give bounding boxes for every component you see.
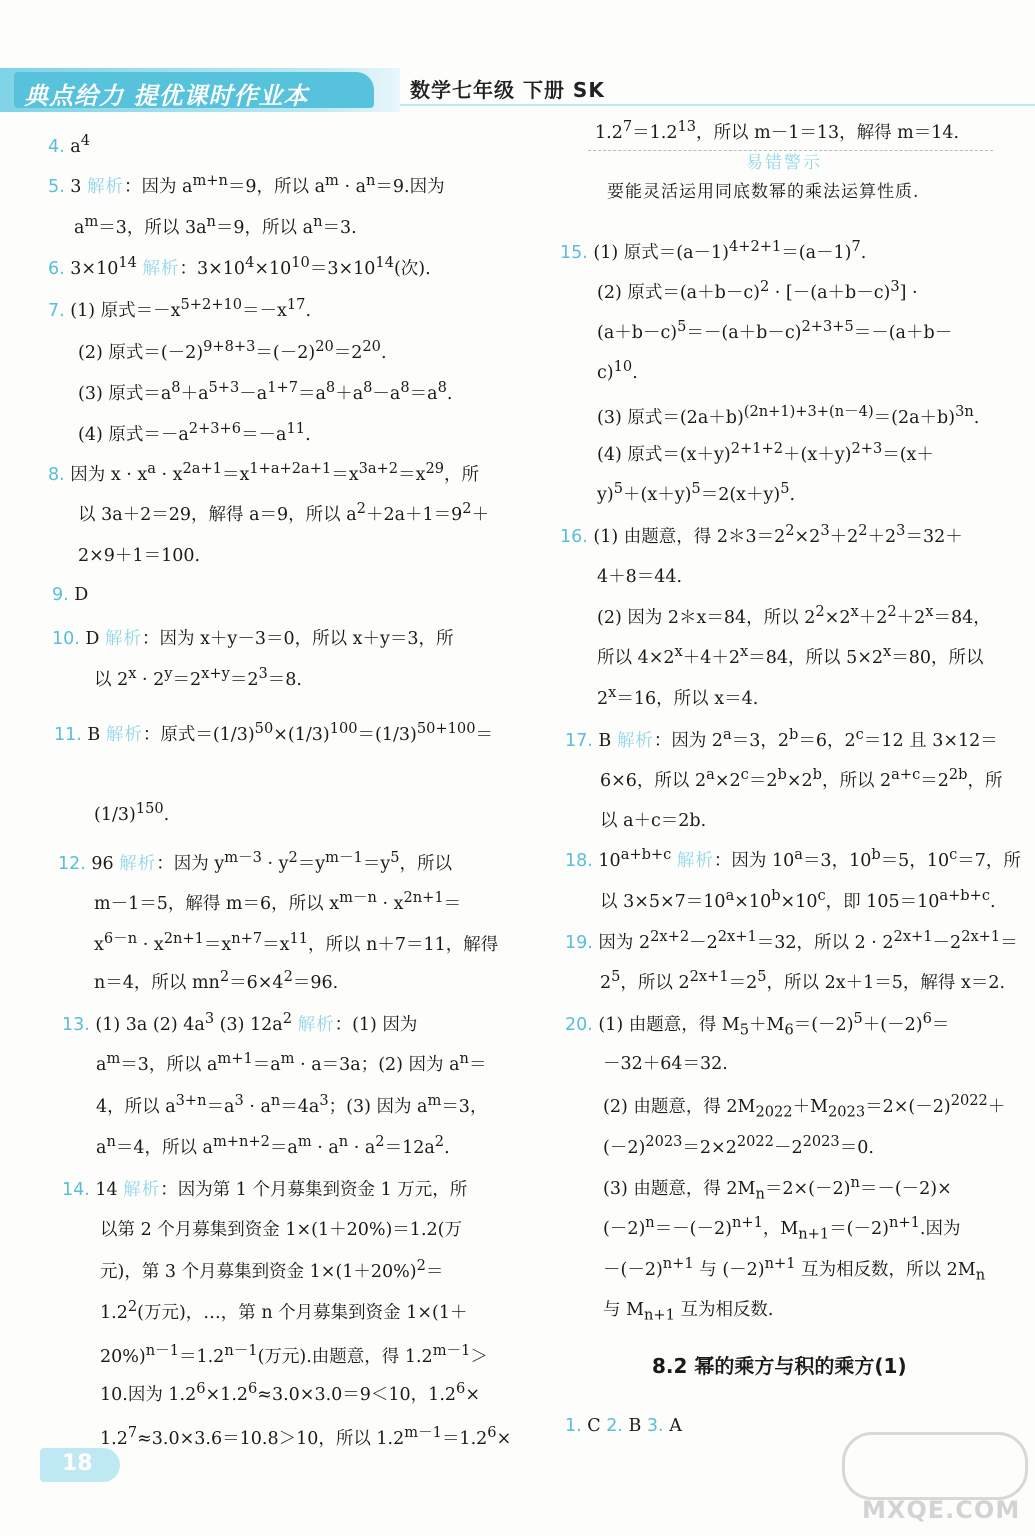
answer-left-line: $(1/3)^{150}$. — [94, 800, 170, 825]
answer-right-line: 4＋8＝44. — [597, 567, 683, 587]
answer-right-line: 所以 $4\times 2^x+4+2^x=84$，所以 $5\times 2^x=80$，所以 — [597, 643, 984, 668]
answer-left-line: 以 3a＋2＝29，解得 a＝9，所以 $a^2+2a+1=9^2+$ — [78, 500, 490, 525]
answer-right-line: 以 a＋c＝2b. — [600, 811, 707, 831]
answer-left-line: 元)，第 3 个月募集到资金 $1\times(1+20\%)^2=$ — [100, 1257, 444, 1282]
answer-left-line: $1.2^2$(万元)，…，第 n 个月募集到资金 1×(1＋ — [100, 1298, 468, 1323]
answer-left-line: 2×9＋1＝100. — [78, 546, 201, 566]
answer-right-line: 19. 因为 $2^{2x+2}-2^{2x+1}=32$，所以 $2 \cdot 2^{2x+1}-2^{2x+1}=$ — [565, 928, 1018, 953]
book-title: 典点给力 提优课时作业本 — [24, 82, 309, 110]
answer-right-line: $2^5$，所以 $2^{2x+1}=2^5$，所以 2x＋1＝5，解得 x＝2. — [600, 968, 1006, 993]
answer-right-line: 6×6，所以 $2^a\times 2^c=2^b\times 2^b$，所以 $2^{a+c}=2^{2b}$，所 — [600, 766, 1003, 791]
answer-left-line: 10.因为 $1.2^6\times 1.2^6\approx 3.0\times 3.0=9<10$，$1.2^6\times$ — [100, 1380, 480, 1405]
answer-left-line: 10. D 解析：因为 x＋y－3＝0，所以 x＋y＝3，所 — [52, 629, 454, 649]
answer-right-line: 16. (1) 由题意，得 $2*3=2^2\times 2^3+2^2+2^3=32+$ — [560, 522, 963, 547]
answer-right-line: $-(-2)^{n+1}$ 与 $(-2)^{n+1}$ 互为相反数，所以 $2M_n$ — [603, 1255, 986, 1284]
watermark-url: MXQE.COM — [862, 1496, 1021, 1524]
answer-right-line: 15. (1) 原式$=(a-1)^{4+2+1}=(a-1)^7$. — [560, 238, 867, 263]
answer-left-line: 7. (1) 原式$=-x^{5+2+10}=-x^{17}$. — [48, 296, 312, 321]
answer-right-line: $2^x=16$，所以 x＝4. — [597, 684, 759, 709]
answer-left-line: 以 $2^x \cdot 2^y=2^{x+y}=2^3=8$. — [94, 665, 302, 690]
answer-right-line: (2) 原式$=(a+b-c)^2 \cdot [-(a+b-c)^3]$ · — [597, 278, 918, 303]
answer-left-line: (2) 原式$=(-2)^{9+8+3}=(-2)^{20}=2^{20}$. — [78, 338, 387, 363]
answer-left-line: 8. 因为 $x \cdot x^a \cdot x^{2a+1}=x^{1+a+2a+1}=x^{3a+2}=x^{29}$，所 — [48, 460, 480, 485]
answer-left-line: 12. 96 解析：因为 $y^{m-3} \cdot y^2=y^{m-1}=y^5$，所以 — [58, 849, 452, 874]
answer-left-line: 11. B 解析：原式$=(1/3)^{50}\times(1/3)^{100}=(1/3)^{50+100}=$ — [54, 720, 493, 745]
book-subject: 数学七年级 下册 SK — [410, 78, 605, 102]
watermark-logo — [842, 1432, 1028, 1500]
answer-right-line: (2) 由题意，得 $2M_{2022}+M_{2023}=2\times(-2)^{2022}+$ — [603, 1092, 1006, 1121]
answer-left-line: $a^m=3$，所以 $a^{m+1}=a^m \cdot a=3a$；(2) 因为 $a^n=$ — [96, 1050, 487, 1075]
answer-left-line: m－1＝5，解得 m＝6，所以 $x^{m-n} \cdot x^{2n+1}=$ — [94, 889, 462, 914]
answer-right-line: (3) 原式$=(2a+b)^{(2n+1)+3+(n-4)}=(2a+b)^{3n}$. — [597, 403, 980, 428]
answer-left-line: 14. 14 解析：因为第 1 个月募集到资金 1 万元，所 — [62, 1180, 468, 1200]
answer-right-line: (3) 由题意，得 $2M_n=2\times(-2)^n=-(-2)\times$ — [603, 1174, 952, 1203]
answer-right-line: $(-2)^{2023}=2\times 2^{2022}-2^{2023}=0$. — [603, 1133, 874, 1158]
answer-left-line: 以第 2 个月募集到资金 1×(1＋20%)＝1.2(万 — [100, 1220, 462, 1240]
watermark — [842, 1432, 1022, 1527]
answer-left-line: $20\%)^{n-1}=1.2^{n-1}$(万元).由题意，得 $1.2^{m-1}>$ — [100, 1342, 488, 1367]
answer-left-line: 5. 3 解析：因为 $a^{m+n}=9$，所以 $a^m \cdot a^n=9$.因为 — [48, 172, 445, 197]
answer-left-line: 4，所以 $a^{3+n}=a^3 \cdot a^n=4a^3$；(3) 因为 $a^m=3$， — [96, 1092, 488, 1117]
answer-right-line: $1.2^7=1.2^{13}$，所以 m－1＝13，解得 m＝14. — [595, 118, 960, 143]
warning-text: 要能灵活运用同底数幂的乘法运算性质. — [607, 182, 920, 202]
header-divider — [400, 104, 1035, 106]
answer-right-line: 1. C 2. B 3. A — [565, 1416, 682, 1436]
answer-right-line: 17. B 解析：因为 $2^a=3$，$2^b=6$，$2^c=12$ 且 3×12＝ — [565, 726, 998, 751]
answer-right-line: 20. (1) 由题意，得 $M_5+M_6=(-2)^5+(-2)^6=$ — [565, 1010, 950, 1039]
answer-left-line: $a^n=4$，所以 $a^{m+n+2}=a^m \cdot a^n \cdot a^2=12a^2$. — [96, 1133, 450, 1158]
answer-left-line: $x^{6-n} \cdot x^{2n+1}=x^{n+7}=x^{11}$，所以 n＋7＝11，解得 — [94, 930, 499, 955]
answer-right-line: (4) 原式$=(x+y)^{2+1+2}+(x+y)^{2+3}=(x+$ — [597, 440, 934, 465]
answer-right-line: (2) 因为 2＊x＝84，所以 $2^2\times 2^x+2^2+2^x=84$， — [597, 603, 991, 628]
answer-right-line: 18. $10^{a+b+c}$ 解析：因为 $10^a=3$，$10^b=5$，$10^c=7$，所 — [565, 846, 1021, 871]
answer-left-line: 4. $a^4$ — [48, 132, 90, 157]
answer-right-line: $y)^5+(x+y)^5=2(x+y)^5$. — [597, 480, 796, 505]
answer-right-line: 与 $M_{n+1}$ 互为相反数. — [603, 1300, 774, 1324]
answer-left-line: 9. D — [52, 585, 89, 605]
answer-left-line: n＝4，所以 $mn^2=6\times 4^2=96$. — [94, 968, 339, 993]
answer-right-line: c)$^{10}$. — [597, 358, 638, 383]
answer-right-line: $(a+b-c)^5=-(a+b-c)^{2+3+5}=-(a+b-$ — [597, 318, 953, 343]
answer-left-line: $a^m=3$，所以 $3a^n=9$，所以 $a^n=3$. — [74, 213, 357, 238]
page-number: 18 — [62, 1451, 93, 1476]
answer-left-line: 13. (1) 3a (2) $4a^3$ (3) $12a^2$ 解析：(1) 因为 — [62, 1010, 418, 1035]
answer-right-line: 以 $3\times 5\times 7=10^a\times 10^b\times 10^c$，即 $105=10^{a+b+c}$. — [600, 887, 996, 912]
answer-left-line: (3) 原式$=a^8+a^{5+3}-a^{1+7}=a^8+a^8-a^8=a^8$. — [78, 379, 453, 404]
answer-right-line: －32＋64＝32. — [603, 1054, 728, 1074]
answer-right-line: $(-2)^n=-(-2)^{n+1}$，$M_{n+1}=(-2)^{n+1}$.因为 — [603, 1214, 961, 1243]
answer-left-line: $1.2^7\approx 3.0\times 3.6=10.8>10$，所以 $1.2^{m-1}=1.2^6\times$ — [100, 1424, 512, 1449]
section-title: 8.2 幂的乘方与积的乘方(1) — [652, 1354, 907, 1378]
warning-title: 易错警示 — [746, 153, 822, 173]
answer-left-line: 6. $3\times 10^{14}$ 解析：$3\times 10^4\times 10^{10}=3\times 10^{14}$(次). — [48, 254, 431, 279]
answer-left-line: (4) 原式$=-a^{2+3+6}=-a^{11}$. — [78, 420, 311, 445]
